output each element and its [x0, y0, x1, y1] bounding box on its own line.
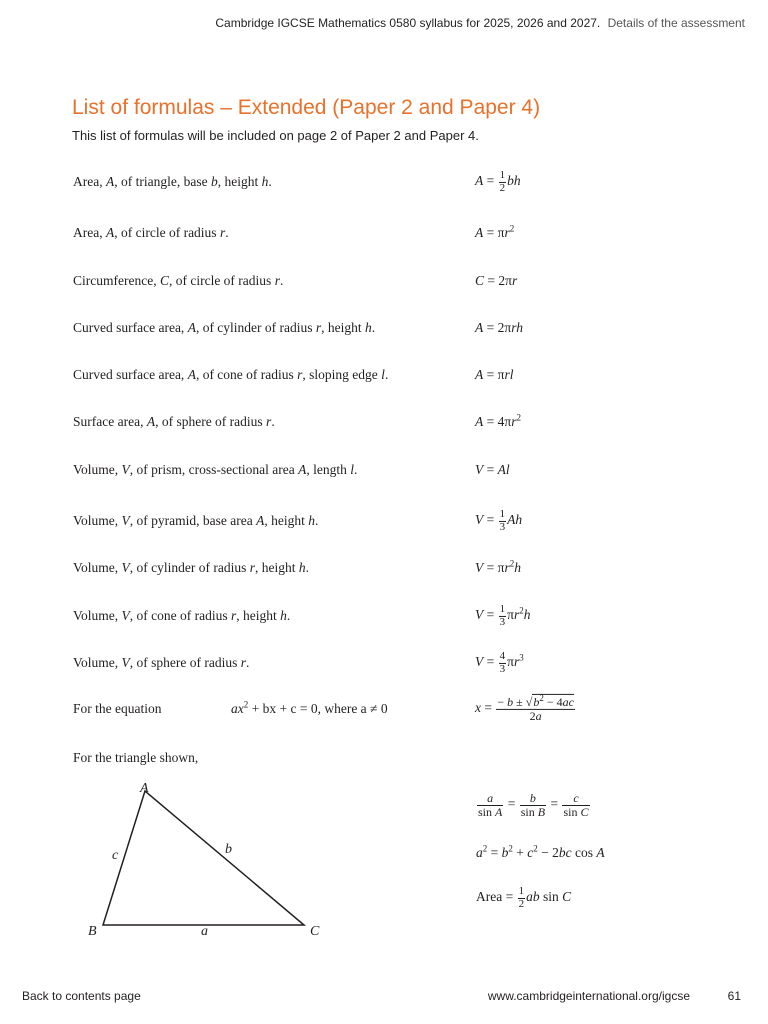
formula-label: Surface area, A, of sphere of radius r. — [73, 414, 275, 429]
formula-expression: C = 2πr — [475, 273, 518, 288]
formula-row-circumference — [73, 264, 633, 298]
formula-row-pyramid-volume — [73, 504, 633, 538]
formula-expression: $V = \pi r^2h$ — [475, 558, 521, 575]
formula-label: Curved surface area, A, of cylinder of radius r, height h. — [73, 320, 376, 335]
formula-expression: A = πrl — [475, 367, 514, 382]
vertex-label-A: A — [140, 781, 149, 796]
cosine-rule: $a^2 = b^2 + c^2 - 2bc$ cos A — [476, 843, 605, 860]
formula-expression: A = 2πrh — [475, 320, 523, 335]
side-label-b: b — [225, 842, 232, 857]
formula-row-triangle-area — [73, 165, 633, 199]
formula-label: Area, A, of triangle, base b, height h. — [73, 174, 272, 189]
formula-expression: V = Al — [475, 462, 510, 477]
header-section: Details of the assessment — [607, 16, 745, 30]
formula-expression: V = $\frac{1}{3}$ Ah — [475, 507, 523, 533]
formula-label: Volume, V, of cone of radius r, height h. — [73, 608, 291, 623]
page-title: List of formulas – Extended (Paper 2 and Paper 4) — [72, 96, 541, 119]
formula-expression: A = $\frac{1}{2}$ bh — [475, 168, 521, 194]
formula-expression: $A = \pi r^2$ — [475, 223, 515, 240]
back-to-contents-link[interactable]: Back to contents page — [22, 989, 141, 1003]
formula-row-prism-volume — [73, 453, 633, 487]
formula-expression: V = $\frac{1}{3}$ $\pi r^2h$ — [475, 602, 531, 628]
vertex-label-C: C — [310, 924, 320, 939]
page-number: 61 — [727, 989, 741, 1003]
quadratic-label: For the equation — [73, 701, 162, 716]
formula-label: Volume, V, of prism, cross-sectional area A, length l. — [73, 462, 358, 477]
vertex-label-B: B — [88, 924, 97, 939]
formula-expression: V = $\frac{4}{3}$ $\pi r^3$ — [475, 649, 524, 675]
area-rule: Area = $\frac{1}{2}$ ab sin C — [476, 885, 572, 910]
formula-label: Volume, V, of sphere of radius r. — [73, 655, 250, 670]
sine-rule: $\frac{a}{\text{sin A}}$ = $\frac{b}{\text{sin B}}$ = $\frac{c}{\text{sin C}}$ — [478, 791, 589, 819]
formula-label: Area, A, of circle of radius r. — [73, 225, 229, 240]
formula-row-sphere-area — [73, 405, 633, 439]
formula-row-circle-area — [73, 216, 633, 250]
formula-label: Volume, V, of pyramid, base area A, height h. — [73, 513, 319, 528]
triangle-shape — [103, 791, 304, 925]
triangle-section-label: For the triangle shown, — [73, 750, 199, 765]
triangle-section-label-row — [73, 741, 633, 775]
quadratic-formula: x = $\frac{- b \pm √b^2 - 4ac}{2a}$ — [475, 692, 574, 723]
quadratic-equation: $ax^2$ + bx + c = 0, where a ≠ 0 — [231, 699, 388, 716]
side-label-c: c — [112, 848, 119, 863]
formula-label: Circumference, C, of circle of radius r. — [73, 273, 284, 288]
side-label-a: a — [201, 924, 208, 939]
running-header — [215, 16, 745, 30]
header-syllabus-title: Cambridge IGCSE Mathematics 0580 syllabus for 2025, 2026 and 2027. — [215, 16, 601, 30]
formula-label: Curved surface area, A, of cone of radius r, sloping edge l. — [73, 367, 389, 382]
formula-row-cone-curved-area — [73, 358, 633, 392]
formula-row-sphere-volume — [73, 646, 633, 680]
formula-row-cone-volume — [73, 599, 633, 633]
formula-label: Volume, V, of cylinder of radius r, height h. — [73, 560, 309, 575]
website-link[interactable]: www.cambridgeinternational.org/igcse — [487, 989, 690, 1003]
triangle-diagram — [80, 776, 340, 941]
formula-row-quadratic — [73, 692, 633, 726]
intro-text: This list of formulas will be included on page 2 of Paper 2 and Paper 4. — [72, 128, 479, 143]
formula-row-cylinder-volume — [73, 551, 633, 585]
formula-expression: $A = 4\pi r^2$ — [475, 412, 521, 429]
formula-row-cylinder-curved-area — [73, 311, 633, 345]
